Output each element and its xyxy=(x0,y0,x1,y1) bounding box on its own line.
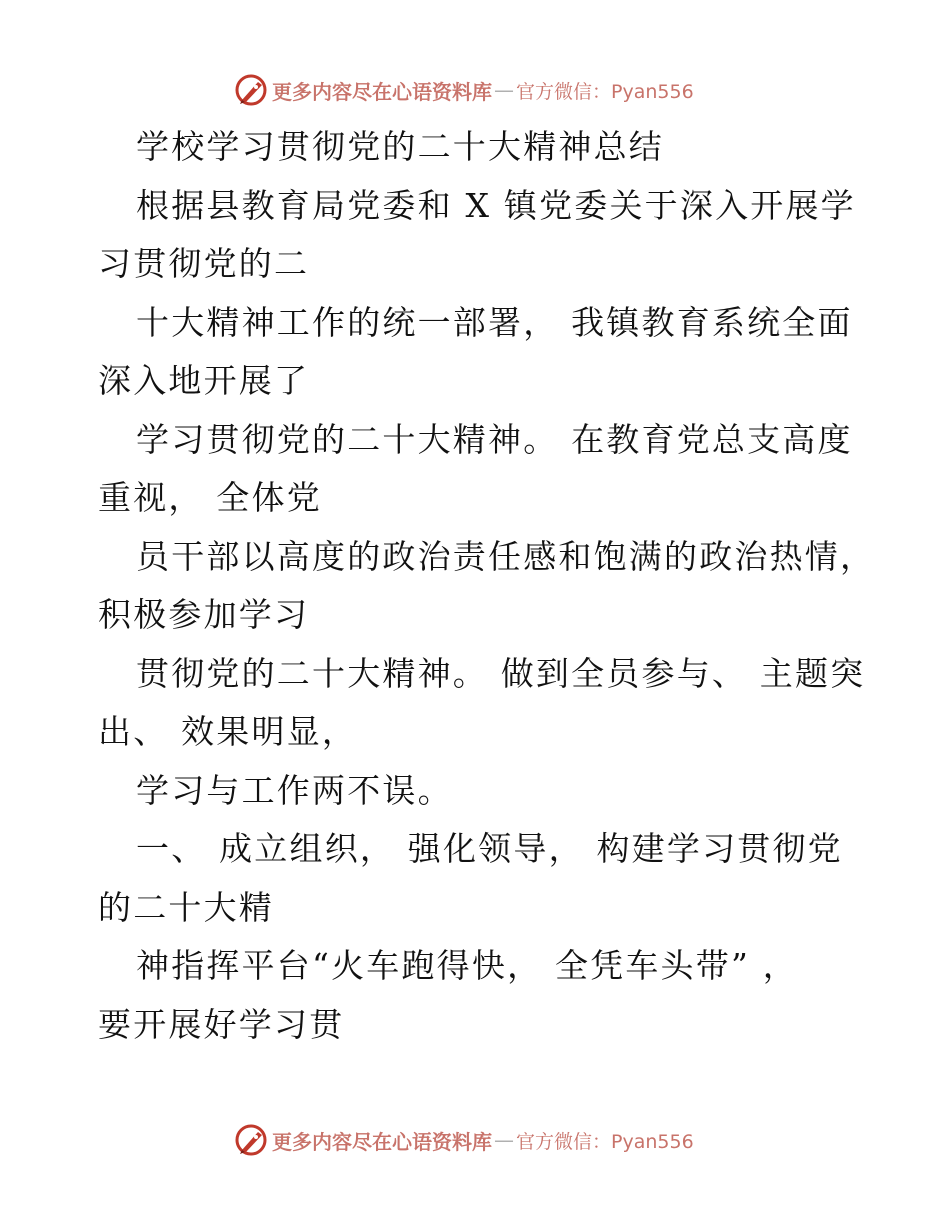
paragraph-3: 学习贯彻党的二十大精神。 在教育党总支高度 重视， 全体党 xyxy=(98,419,853,517)
paragraph-2: 十大精神工作的统一部署， 我镇教育系统全面 深入地开展了 xyxy=(98,302,853,400)
paragraph-7: 神指挥平台“火车跑得快， 全凭车头带” ， 要开展好学习贯 xyxy=(98,946,798,1044)
paragraph-5: 贯彻党的二十大精神。 做到全员参与、 主题突 出、 效果明显， xyxy=(98,653,866,751)
paragraph-6: 学习与工作两不误。 xyxy=(136,770,453,810)
document-body xyxy=(98,118,876,1054)
watermark-wechat-text: 官方微信：Pyan556 xyxy=(516,80,694,103)
document-title: 学校学习贯彻党的二十大精神总结 xyxy=(136,127,664,166)
paragraph-4: 员干部以高度的政治责任感和饱满的政治热情， 积极参加学习 xyxy=(98,536,876,634)
footer-watermark xyxy=(234,1122,694,1158)
header-watermark xyxy=(234,72,694,108)
pen-logo-icon xyxy=(234,73,268,107)
watermark-separator: — xyxy=(494,78,514,102)
paragraph-1: 根据县教育局党委和 X 镇党委关于深入开展学 习贯彻党的二 xyxy=(98,185,856,283)
watermark-separator: — xyxy=(494,1128,514,1152)
watermark-wechat-text: 官方微信：Pyan556 xyxy=(516,1130,694,1153)
section-heading-1: 一、 成立组织， 强化领导， 构建学习贯彻党 的二十大精 xyxy=(98,829,843,927)
pen-logo-icon xyxy=(234,1123,268,1157)
watermark-site-text: 更多内容尽在心语资料库 xyxy=(272,1129,492,1154)
watermark-site-text: 更多内容尽在心语资料库 xyxy=(272,79,492,104)
